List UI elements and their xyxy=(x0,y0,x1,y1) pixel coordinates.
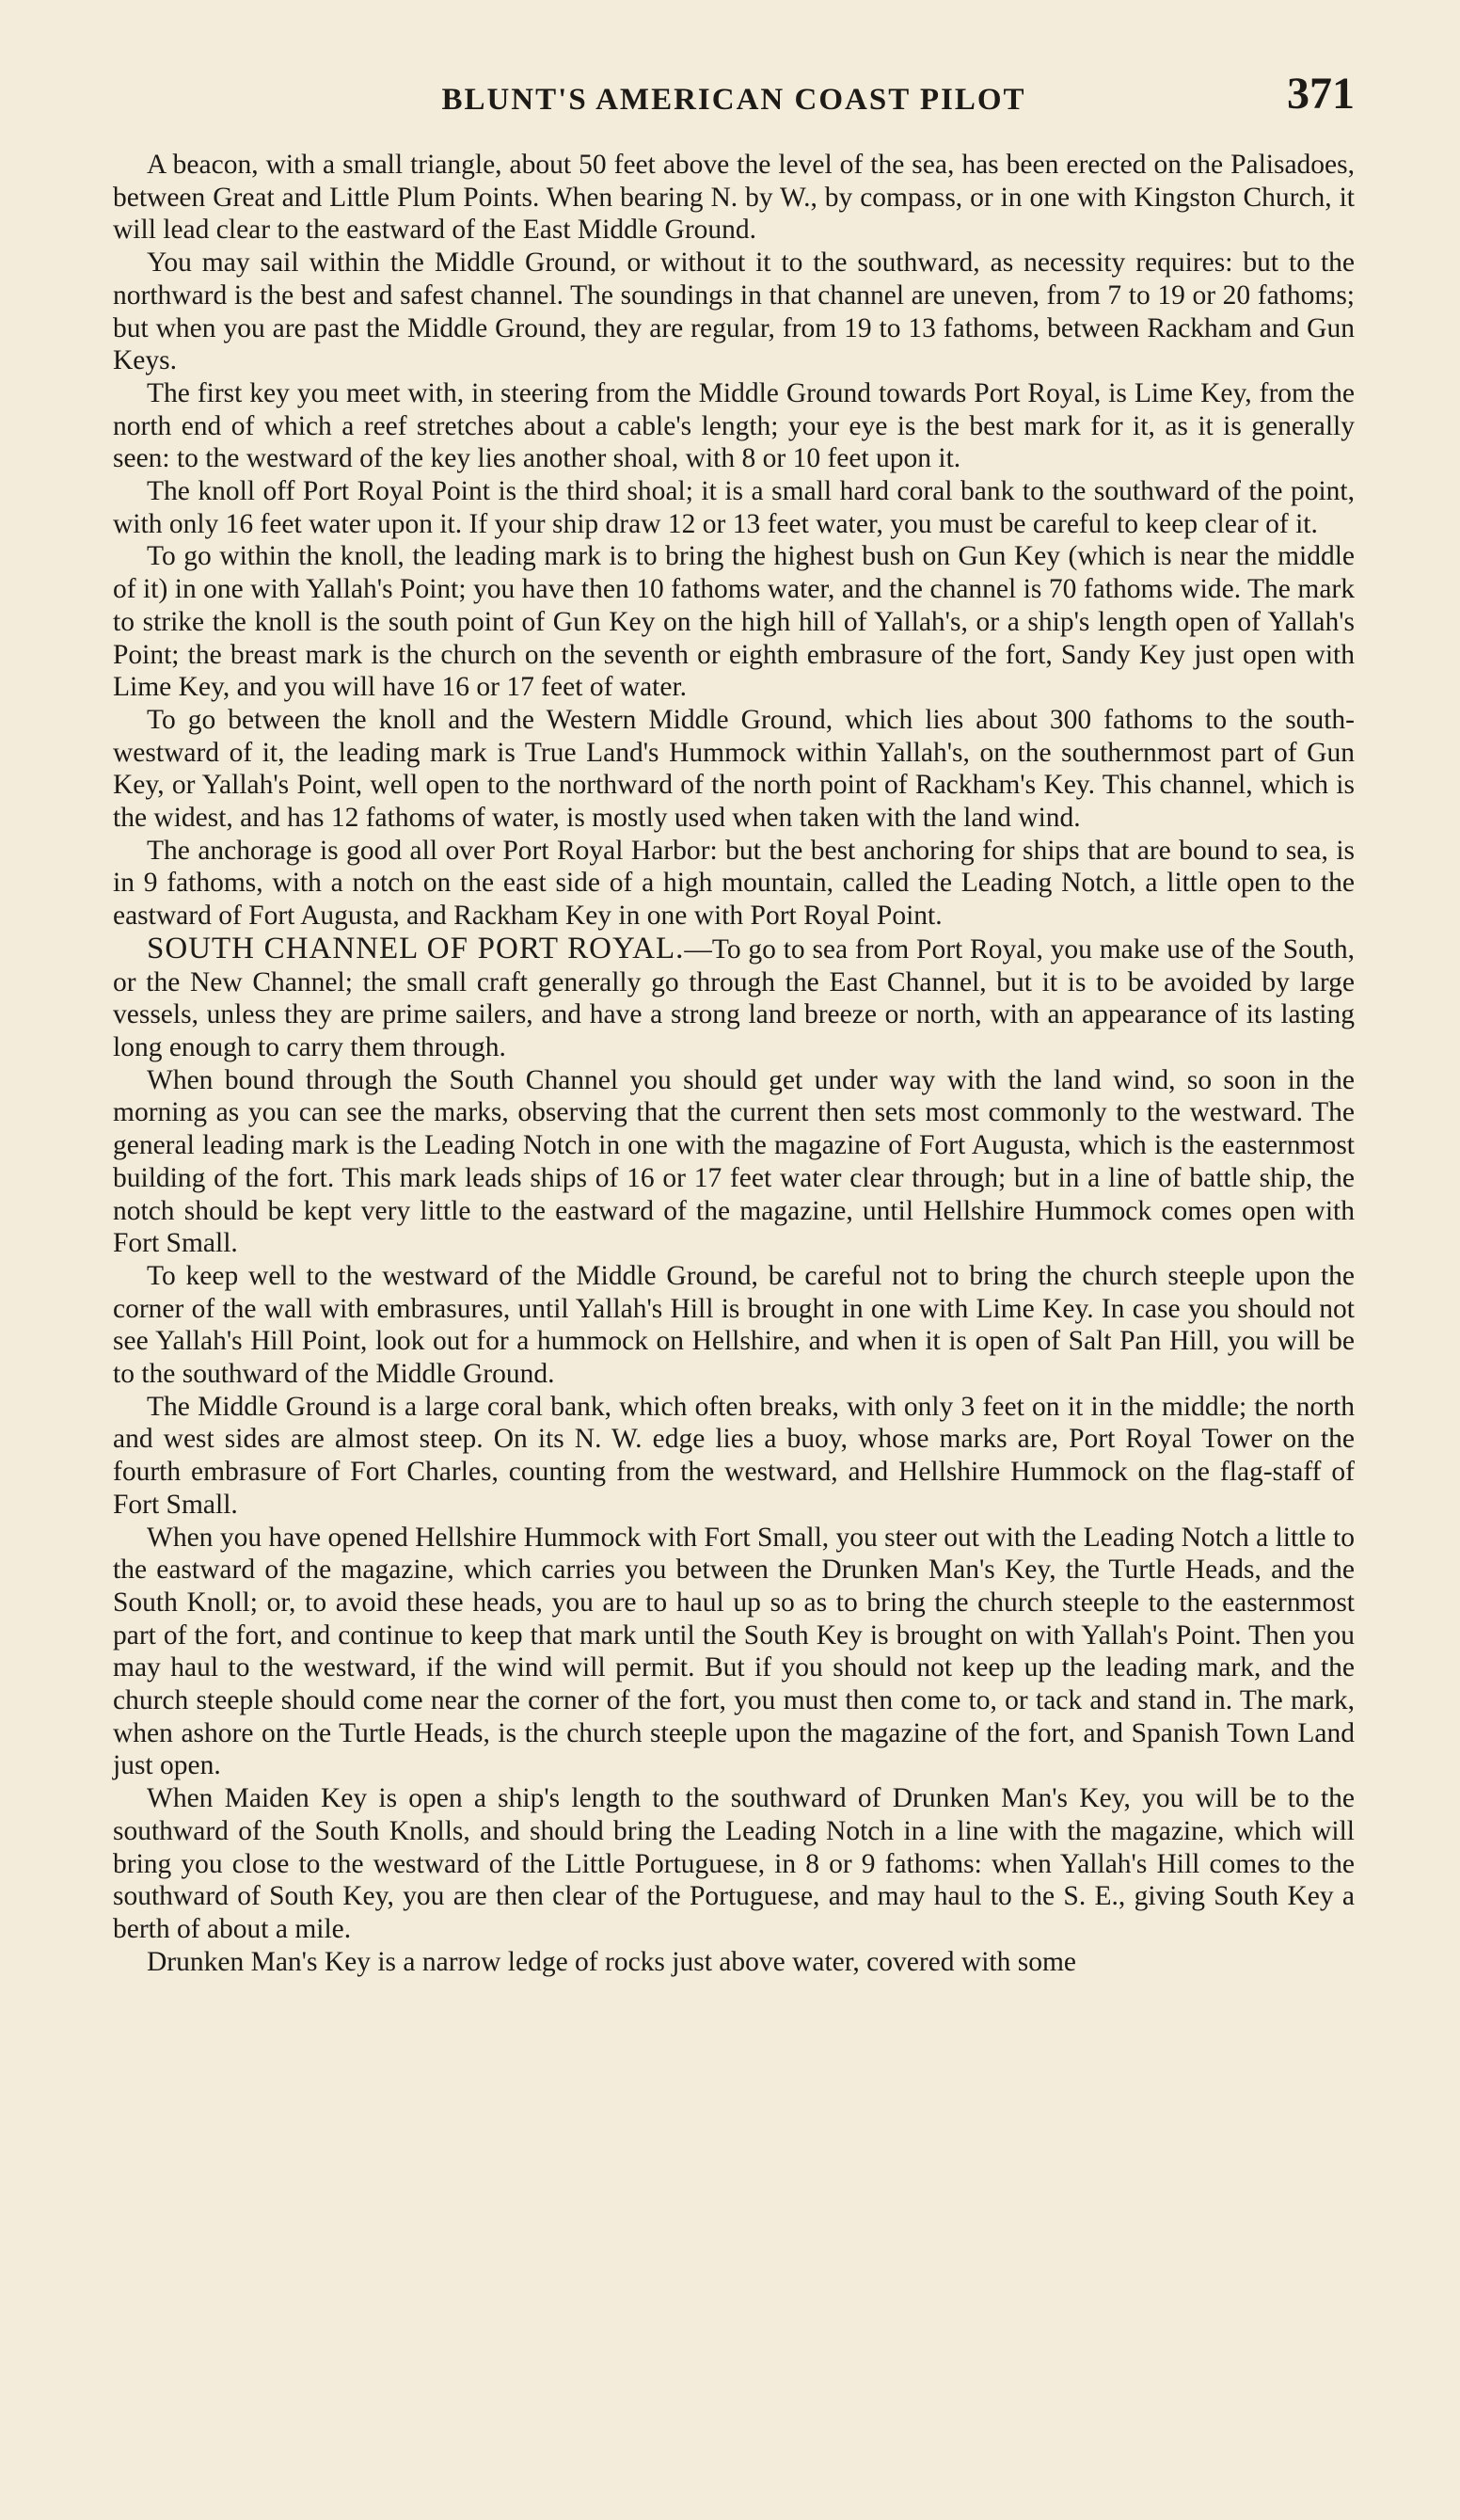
paragraph xyxy=(113,1391,1355,1522)
paragraph-text: The knoll off Port Royal Point is the third shoal; it is a small hard coral bank to the southward of the point, with only 16 feet water upon it. If your ship draw 12 or 13 feet water, you must be careful to keep clear of it. xyxy=(113,476,1355,539)
paragraph xyxy=(113,1064,1355,1260)
paragraph-text: To go between the knoll and the Western Middle Ground, which lies about 300 fathoms to the south-westward of it, the leading mark is True Land's Hummock within Yallah's, on the southernmost part of Gun Key, or Yallah's Point, well open to the northward of the north point of Rackham's Key. This channel, which is the widest, and has 12 fathoms of water, is mostly used when taken with the land wind. xyxy=(113,704,1355,834)
paragraph xyxy=(113,377,1355,475)
paragraph xyxy=(113,704,1355,835)
paragraph-text: The Middle Ground is a large coral bank, which often breaks, with only 3 feet on it in the middle; the north and west sides are almost steep. On its N. W. edge lies a buoy, whose marks are, Port Royal Tower on the fourth embrasure of Fort Charles, counting from the westward, and Hellshire Hummock on the flag-staff of Fort Small. xyxy=(113,1391,1355,1520)
paragraph-text: To keep well to the westward of the Middle Ground, be careful not to bring the church steeple upon the corner of the wall with embrasures, until Yallah's Hill is brought in one with Lime Key. In case you should not see Yallah's Hill Point, look out for a hummock on Hellshire, and when it is open of Salt Pan Hill, you will be to the southward of the Middle Ground. xyxy=(113,1260,1355,1390)
paragraph-text: The first key you meet with, in steering from the Middle Ground towards Port Royal, is Lime Key, from the north end of which a reef stretches about a cable's length; your eye is the best mark for it, as it is generally seen: to the westward of the key lies another shoal, with 8 or 10 feet upon it. xyxy=(113,377,1355,474)
paragraph-text: Drunken Man's Key is a narrow ledge of rocks just above water, covered with some xyxy=(147,1946,1076,1977)
paragraph-text: When Maiden Key is open a ship's length to the southward of Drunken Man's Key, you will be to the southward of the South Knolls, and should bring the Leading Notch in a line with the magazine, which will bring you close to the westward of the Little Portuguese, in 8 or 9 fathoms: when Yallah's Hill comes to the southward of South Key, you are then clear of the Portuguese, and may haul to the S. E., giving South Key a berth of about a mile. xyxy=(113,1783,1355,1944)
paragraph-text: To go within the knoll, the leading mark is to bring the highest bush on Gun Key (which is near the middle of it) in one with Yallah's Point; you have then 10 fathoms water, and the channel is 70 fathoms wide. The mark to strike the knoll is the south point of Gun Key on the high hill of Yallah's, or a ship's length open of Yallah's Point; the breast mark is the church on the seventh or eighth embrasure of the fort, Sandy Key just open with Lime Key, and you will have 16 or 17 feet of water. xyxy=(113,541,1355,703)
paragraph xyxy=(113,475,1355,540)
paragraph xyxy=(113,835,1355,933)
paragraph-text: The anchorage is good all over Port Royal Harbor: but the best anchoring for ships that are bound to sea, is in 9 fathoms, with a notch on the east side of a high mountain, called the Leading Notch, a little open to the eastward of Fort Augusta, and Rackham Key in one with Port Royal Point. xyxy=(113,835,1355,932)
page-number: 371 xyxy=(1287,69,1355,119)
paragraph xyxy=(113,1260,1355,1391)
paragraph xyxy=(113,1946,1355,1979)
paragraph xyxy=(113,1782,1355,1946)
paragraph-text: You may sail within the Middle Ground, or without it to the southward, as necessity requires: but to the northward is the best and safest channel. The soundings in that channel are uneven, from 7 to 19 or 20 fathoms; but when you are past the Middle Ground, they are regular, from 19 to 13 fathoms, between Rackham and Gun Keys. xyxy=(113,247,1355,376)
paragraph xyxy=(113,540,1355,704)
paragraph-text: When bound through the South Channel you should get under way with the land wind, so soon in the morning as you can see the marks, observing that the current then sets most commonly to the westward. The general leading mark is the Leading Notch in one with the magazine of Fort Augusta, which is the easternmost building of the fort. This mark leads ships of 16 or 17 feet water clear through; but in a line of battle ship, the notch should be kept very little to the eastward of the magazine, until Hellshire Hummock comes open with Fort Small. xyxy=(113,1064,1355,1259)
paragraph-text: A beacon, with a small triangle, about 50 feet above the level of the sea, has been erected on the Palisadoes, between Great and Little Plum Points. When bearing N. by W., by compass, or in one with Kingston Church, it will lead clear to the eastward of the East Middle Ground. xyxy=(113,150,1355,246)
paragraph xyxy=(113,247,1355,377)
paragraph-text: When you have opened Hellshire Hummock with Fort Small, you steer out with the Leading Notch a little to the eastward of the magazine, which carries you between the Drunken Man's Key, the Turtle Heads, and the South Knoll; or, to avoid these heads, you are to haul up so as to bring the church steeple to the easternmost part of the fort, and continue to keep that mark until the South Key is brought on with Yallah's Point. Then you may haul to the westward, if the wind will permit. But if you should not keep up the leading mark, and the church steeple should come near the corner of the fort, you must then come to, or tack and stand in. The mark, when ashore on the Turtle Heads, is the church steeple upon the magazine of the fort, and Spanish Town Land just open. xyxy=(113,1522,1355,1781)
running-head: BLUNT'S AMERICAN COAST PILOT xyxy=(441,83,1026,117)
paragraph-text: —To go to sea from Port Royal, you make use of the South, or the New Channel; the small craft generally go through the East Channel, but it is to be avoided by large vessels, unless they are prime sailers, and have a strong land breeze or north, with an appearance of its lasting long enough to carry them through. xyxy=(113,933,1356,1062)
paragraph xyxy=(113,149,1355,247)
paragraph xyxy=(113,1522,1355,1783)
page-header xyxy=(113,68,1355,122)
section-paragraph xyxy=(113,933,1355,1064)
section-heading: SOUTH CHANNEL OF PORT ROYAL. xyxy=(147,931,685,965)
body-text xyxy=(113,149,1355,1978)
